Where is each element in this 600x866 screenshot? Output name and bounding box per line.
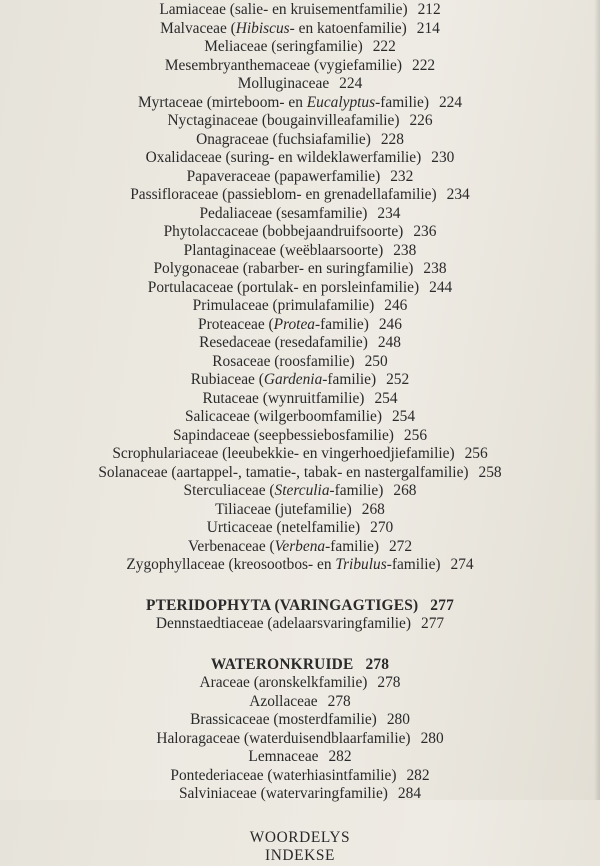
toc-entry: Solanaceae (aartappel-, tamatie-, tabak- en nastergalfamilie) 258 bbox=[98, 463, 502, 481]
toc-entry: Tiliaceae (jutefamilie) 268 bbox=[215, 500, 385, 518]
toc-entry: Myrtaceae (mirteboom- en Eucalyptus-familie) 224 bbox=[137, 93, 463, 111]
toc-entry: Phytolaccaceae (bobbejaandruifsoorte) 236 bbox=[163, 223, 437, 240]
toc-entry: Sterculiaceae (Sterculia-familie) 268 bbox=[183, 482, 417, 499]
appendix-woordelys: WOORDELYS bbox=[249, 828, 351, 846]
toc-entry: Azollaceae 278 bbox=[249, 692, 351, 710]
toc-entry: Papaveraceae (papawerfamilie) 232 bbox=[186, 167, 414, 185]
toc-entry: Rutaceae (wynruitfamilie) 254 bbox=[202, 389, 398, 407]
toc-entry: Malvaceae (Hibiscus- en katoenfamilie) 214 bbox=[160, 19, 440, 37]
toc-entry: Oxalidaceae (suring- en wildeklawerfamilie) 230 bbox=[145, 149, 455, 166]
toc-entry: Mesembryanthemaceae (vygiefamilie) 222 bbox=[164, 56, 436, 74]
toc-entry: Dennstaedtiaceae (adelaarsvaringfamilie) 277 bbox=[155, 615, 445, 632]
toc-entry: Zygophyllaceae (kreosootbos- en Tribulus-familie) 274 bbox=[126, 556, 474, 573]
toc-entry: Passifloraceae (passieblom- en grenadellafamilie) 234 bbox=[130, 186, 470, 203]
toc-entry: Verbenaceae (Verbena-familie) 272 bbox=[187, 537, 413, 555]
toc-entry: Onagraceae (fuchsiafamilie) 228 bbox=[196, 130, 404, 148]
toc-entry: Primulaceae (primulafamilie) 246 bbox=[192, 297, 408, 314]
toc-entry: Pontederiaceae (waterhiasintfamilie) 282 bbox=[170, 766, 430, 784]
toc-entry: Urticaceae (netelfamilie) 270 bbox=[206, 519, 394, 536]
section-heading-pteridophyta: PTERIDOPHYTA (VARINGAGTIGES) 277 bbox=[146, 596, 454, 614]
toc-entry: Scrophulariaceae (leeubekkie- en vingerhoedjiefamilie) 256 bbox=[112, 445, 488, 462]
toc-entry: Lamiaceae (salie- en kruisementfamilie) 212 bbox=[159, 1, 441, 18]
toc-entry: Haloragaceae (waterduisendblaarfamilie) 280 bbox=[156, 729, 444, 747]
toc-entry: Rubiaceae (Gardenia-familie) 252 bbox=[190, 371, 410, 388]
toc-entry: Polygonaceae (rabarber- en suringfamilie) 238 bbox=[153, 260, 447, 277]
toc-entry: Proteaceae (Protea-familie) 246 bbox=[198, 315, 402, 333]
toc-entry: Rosaceae (roosfamilie) 250 bbox=[212, 352, 388, 370]
section-heading-wateronkruide: WATERONKRUIDE 278 bbox=[210, 655, 390, 673]
toc-entry: Portulacaceae (portulak- en porsleinfamilie) 244 bbox=[147, 278, 453, 296]
toc-entry: Brassicaceae (mosterdfamilie) 280 bbox=[190, 711, 410, 728]
toc-entry: Nyctaginaceae (bougainvilleafamilie) 226 bbox=[167, 112, 433, 129]
appendix-indekse: INDEKSE bbox=[264, 847, 336, 864]
toc-entry: Resedaceae (resedafamilie) 248 bbox=[199, 334, 401, 351]
toc-entry: Pedaliaceae (sesamfamilie) 234 bbox=[199, 204, 401, 222]
toc-entry: Plantaginaceae (weëblaarsoorte) 238 bbox=[183, 241, 417, 259]
toc-entry: Lemnaceae 282 bbox=[248, 748, 352, 765]
toc-entry: Salicaceae (wilgerboomfamilie) 254 bbox=[184, 408, 416, 425]
toc-entry: Meliaceae (seringfamilie) 222 bbox=[204, 38, 396, 55]
toc-entry: Salviniaceae (watervaringfamilie) 284 bbox=[178, 785, 422, 802]
toc-entry: Molluginaceae 224 bbox=[237, 75, 363, 92]
toc-entry: Sapindaceae (seepbessiebosfamilie) 256 bbox=[172, 426, 428, 444]
toc-entry: Araceae (aronskelkfamilie) 278 bbox=[199, 674, 401, 691]
